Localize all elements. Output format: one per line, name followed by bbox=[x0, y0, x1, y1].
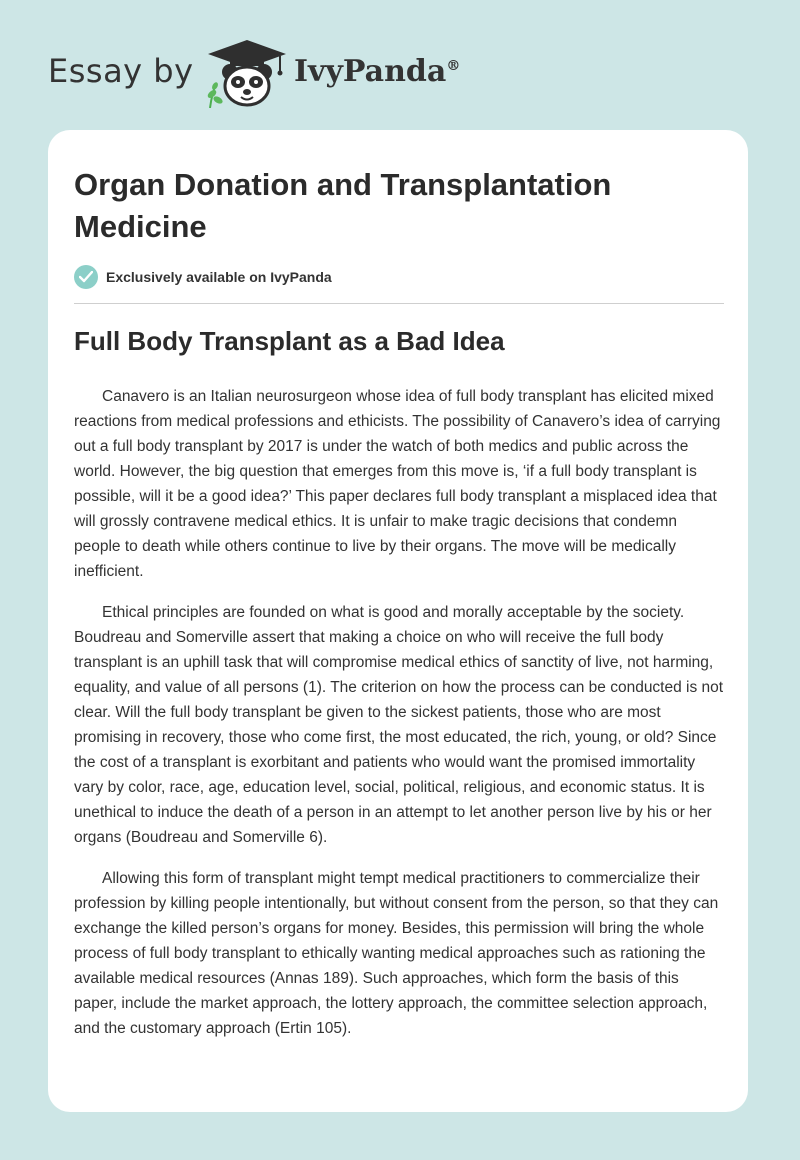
brand-name: IvyPanda bbox=[294, 54, 447, 89]
registered-mark: ® bbox=[446, 58, 461, 74]
exclusive-badge bbox=[74, 264, 332, 290]
page-title: Organ Donation and Transplantation Medicine bbox=[74, 167, 612, 244]
paragraph-3: Allowing this form of transplant might tempt medical practitioners to commercialize their profession by killing people intentionally, but without consent from the person, so that they can exchange the killed person’s organs for money. Besides, this permission will bring the whole process of full body transplant to ethically wanting medical approaches such as rationing the available medical resources (Annas 189). Such approaches, which form the basis of this paper, include the market approach, the lottery approach, the committee selection approach, and the customary approach (Ertin 105). bbox=[74, 870, 719, 1037]
brand-logo-text[interactable] bbox=[294, 54, 460, 89]
site-header bbox=[48, 38, 748, 108]
paragraph-1: Canavero is an Italian neurosurgeon whose idea of full body transplant has elicited mixed reactions from medical professions and ethicists. The possibility of Canavero’s idea of carrying out a full body transplant by 2017 is under the watch of both medics and public across the world. However, the big question that emerges from this move is, ‘if a full body transplant is possible, will it be a good idea?’ This paper declares full body transplant a misplaced idea that will grossly contravene medical ethics. It is unfair to make tragic decisions that condemn people to death while others continue to live by their organs. The move will be medically inefficient. bbox=[74, 388, 721, 580]
essay-card bbox=[48, 130, 748, 1112]
section-title: Full Body Transplant as a Bad Idea bbox=[74, 326, 505, 356]
essay-by-label: Essay by bbox=[48, 52, 194, 90]
panda-logo-icon[interactable] bbox=[202, 38, 292, 108]
paragraph-2: Ethical principles are founded on what is good and morally acceptable by the society. Boudreau and Somerville assert that making a choice on who will receive the full body transplant is an uphill task that will compromise medical ethics of sanctity of live, not harming, equality, and value of all persons (1). The criterion on how the process can be conducted is not clear. Will the full body transplant be given to the sickest patients, those who are most promising in recovery, those who come first, the most educated, the rich, young, or old? Since the cost of a transplant is exorbitant and patients who would want the promised immortality vary by color, race, age, education level, social, political, religious, and economic status. It is unethical to induce the death of a person in an attempt to let another person live by his or her organs (Boudreau and Somerville 6). bbox=[74, 604, 724, 846]
essay-body bbox=[74, 384, 726, 1057]
check-icon bbox=[74, 265, 98, 289]
exclusive-label: Exclusively available on IvyPanda bbox=[106, 269, 332, 285]
divider bbox=[74, 303, 724, 304]
